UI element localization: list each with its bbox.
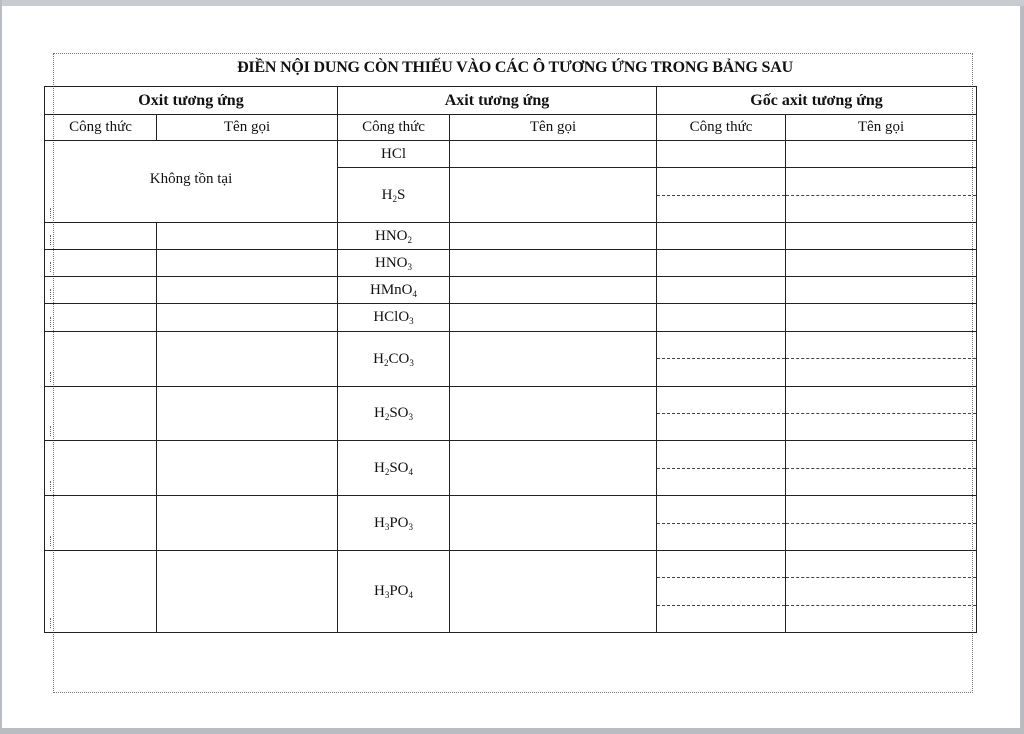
acid-formula-cell: $HNO_2$ — [338, 223, 450, 250]
table-row — [45, 551, 977, 633]
acid-group-header: Axit tương ứng — [338, 87, 657, 115]
radical-formula-cell[interactable] — [657, 168, 786, 223]
radical-name-cell[interactable] — [786, 223, 977, 250]
page-top-edge — [2, 0, 1024, 6]
acid-name-cell[interactable] — [450, 141, 657, 168]
oxide-formula-cell[interactable] — [45, 277, 157, 304]
oxide-name-cell[interactable] — [157, 496, 338, 551]
document-title: ĐIỀN NỘI DUNG CÒN THIẾU VÀO CÁC Ô TƯƠNG ỨNG TRONG BẢNG SAU — [237, 59, 793, 76]
table-row — [45, 250, 977, 277]
table-row — [45, 277, 977, 304]
acid-name-cell[interactable] — [450, 441, 657, 496]
oxide-formula-cell[interactable] — [45, 250, 157, 277]
radical-name-cell[interactable] — [786, 496, 977, 551]
oxide-formula-cell[interactable] — [45, 551, 157, 633]
oxide-formula-cell[interactable] — [45, 441, 157, 496]
radical-name-cell[interactable] — [786, 168, 977, 223]
radical-name-cell[interactable] — [786, 250, 977, 277]
radical-formula-cell[interactable] — [657, 277, 786, 304]
oxide-formula-cell[interactable] — [45, 332, 157, 387]
table-row — [45, 387, 977, 441]
acid-formula-cell: $H_2CO_3$ — [338, 332, 450, 387]
oxide-formula-header: Công thức — [45, 115, 157, 141]
acid-name-cell[interactable] — [450, 277, 657, 304]
acid-formula-cell: $HNO_3$ — [338, 250, 450, 277]
radical-group-header: Gốc axit tương ứng — [657, 87, 977, 115]
acid-name-cell[interactable] — [450, 496, 657, 551]
radical-name-cell[interactable] — [786, 304, 977, 332]
radical-formula-cell[interactable] — [657, 141, 786, 168]
radical-formula-cell[interactable] — [657, 551, 786, 633]
row-marker — [50, 208, 51, 218]
oxide-formula-cell[interactable] — [45, 304, 157, 332]
radical-name-cell[interactable] — [786, 277, 977, 304]
radical-name-cell[interactable] — [786, 441, 977, 496]
radical-formula-cell[interactable] — [657, 496, 786, 551]
acid-formula-cell: $H_2SO_4$ — [338, 441, 450, 496]
table-row — [45, 332, 977, 387]
oxide-name-cell[interactable] — [157, 387, 338, 441]
table-row — [45, 441, 977, 496]
group-header-row — [45, 87, 977, 115]
radical-formula-cell[interactable] — [657, 332, 786, 387]
radical-formula-cell[interactable] — [657, 387, 786, 441]
radical-formula-cell[interactable] — [657, 441, 786, 496]
oxide-name-cell[interactable] — [157, 223, 338, 250]
table-row — [45, 496, 977, 551]
acid-table — [44, 86, 977, 633]
table-row — [45, 223, 977, 250]
acid-formula-cell: $H_2S$ — [338, 168, 450, 223]
acid-formula-cell: $H_2SO_3$ — [338, 387, 450, 441]
radical-name-cell[interactable] — [786, 551, 977, 633]
table-row — [45, 141, 977, 168]
acid-name-cell[interactable] — [450, 387, 657, 441]
oxide-formula-cell[interactable] — [45, 387, 157, 441]
oxide-group-header: Oxit tương ứng — [45, 87, 338, 115]
acid-name-cell[interactable] — [450, 551, 657, 633]
oxide-name-cell[interactable] — [157, 277, 338, 304]
radical-formula-cell[interactable] — [657, 223, 786, 250]
acid-formula-header: Công thức — [338, 115, 450, 141]
no-oxide-cell[interactable] — [45, 141, 338, 223]
oxide-name-header: Tên gọi — [157, 115, 338, 141]
oxide-name-cell[interactable] — [157, 250, 338, 277]
oxide-name-cell[interactable] — [157, 551, 338, 633]
acid-formula-cell: $H_3PO_4$ — [338, 551, 450, 633]
radical-formula-header: Công thức — [657, 115, 786, 141]
acid-formula-cell: HClO$_3$ — [338, 304, 450, 332]
acid-name-cell[interactable] — [450, 168, 657, 223]
acid-name-cell[interactable] — [450, 332, 657, 387]
acid-formula-cell: HMnO$_4$ — [338, 277, 450, 304]
radical-name-cell[interactable] — [786, 141, 977, 168]
table-row — [45, 304, 977, 332]
radical-formula-cell[interactable] — [657, 304, 786, 332]
oxide-name-cell[interactable] — [157, 441, 338, 496]
no-oxide-text: Không tồn tại — [149, 171, 233, 187]
oxide-formula-cell[interactable] — [45, 223, 157, 250]
acid-name-header: Tên gọi — [450, 115, 657, 141]
radical-name-header: Tên gọi — [786, 115, 977, 141]
acid-name-cell[interactable] — [450, 250, 657, 277]
acid-formula-cell: HCl — [338, 141, 450, 168]
oxide-name-cell[interactable] — [157, 332, 338, 387]
acid-name-cell[interactable] — [450, 304, 657, 332]
subheader-row — [45, 115, 977, 141]
radical-name-cell[interactable] — [786, 332, 977, 387]
acid-name-cell[interactable] — [450, 223, 657, 250]
oxide-name-cell[interactable] — [157, 304, 338, 332]
oxide-formula-cell[interactable] — [45, 496, 157, 551]
radical-name-cell[interactable] — [786, 387, 977, 441]
radical-formula-cell[interactable] — [657, 250, 786, 277]
acid-formula-cell: $H_3PO_3$ — [338, 496, 450, 551]
